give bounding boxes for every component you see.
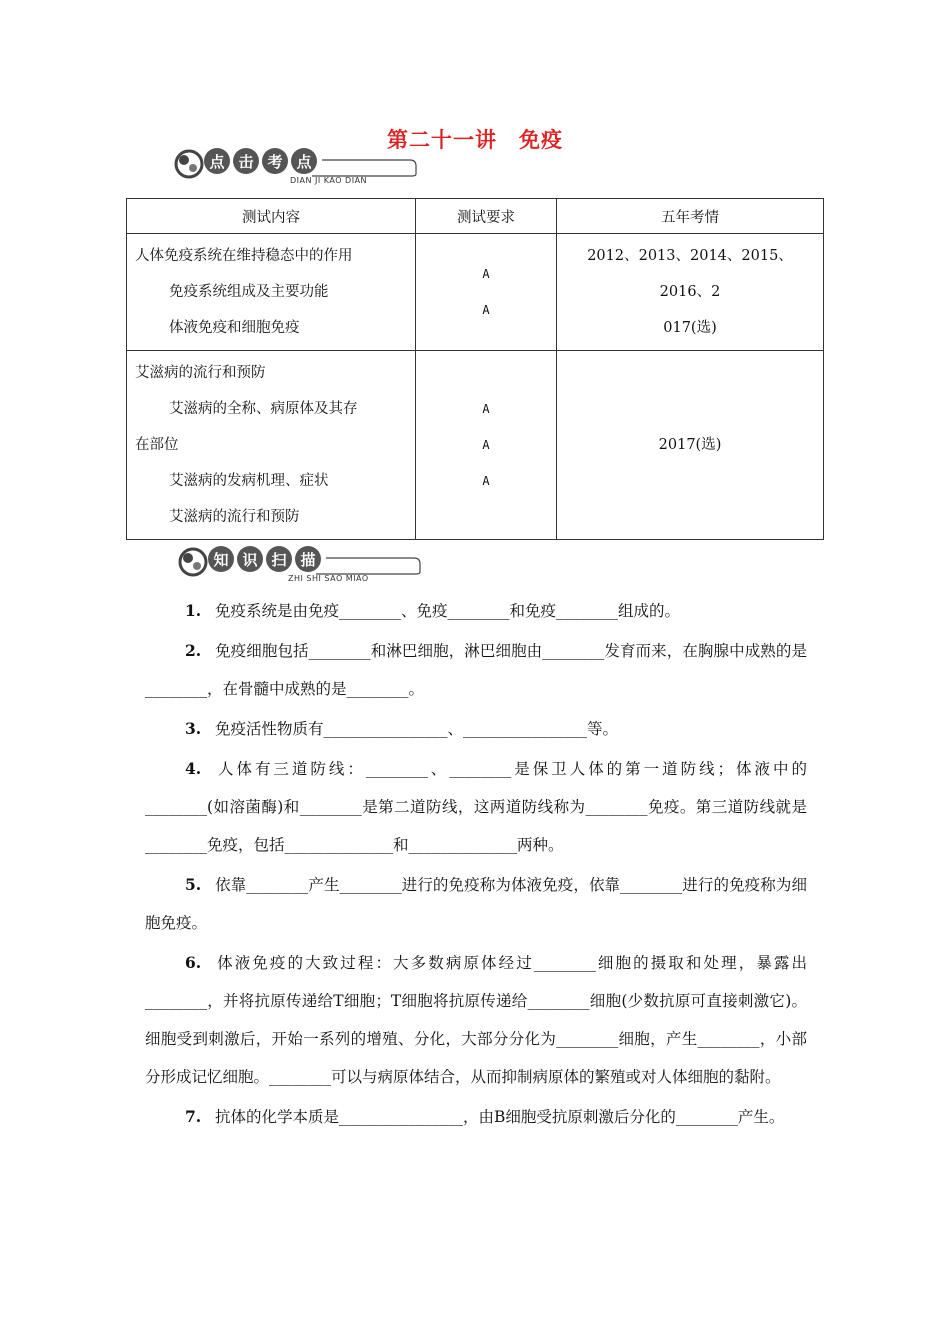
table-header: 测试要求	[416, 199, 557, 234]
question-list	[145, 592, 807, 1136]
requirement-level: A	[482, 267, 490, 281]
question-number: 1.	[185, 601, 202, 620]
table-row	[127, 351, 824, 540]
content-line: 体液免疫和细胞免疫	[169, 320, 300, 336]
years-line: 017(选)	[663, 320, 717, 336]
question-text: 依靠________产生________进行的免疫称为体液免疫，依靠________进行的免疫称为细胞免疫。	[145, 876, 807, 932]
banner-char: 扫	[266, 546, 292, 572]
list-item	[145, 710, 807, 748]
question-number: 5.	[185, 875, 202, 894]
section-banner-saomiao	[176, 544, 426, 586]
requirement-level: A	[482, 474, 490, 488]
requirement-level: A	[482, 402, 490, 416]
content-line: 艾滋病的流行和预防	[169, 509, 300, 525]
years-line: 2017(选)	[658, 437, 722, 453]
list-item	[145, 866, 807, 942]
banner-subtitle: DIAN JI KAO DIAN	[290, 176, 368, 185]
exam-requirements-table	[126, 198, 824, 540]
list-item	[145, 592, 807, 630]
question-number: 2.	[185, 641, 202, 660]
banner-char: 点	[204, 148, 230, 174]
content-line: 艾滋病的发病机理、症状	[169, 473, 329, 489]
question-number: 4.	[185, 759, 202, 778]
content-line: 免疫系统组成及主要功能	[169, 284, 329, 300]
question-text: 抗体的化学本质是________________，由B细胞受抗原刺激后分化的________产生。	[215, 1108, 785, 1126]
table-row	[127, 234, 824, 351]
banner-char: 考	[262, 148, 288, 174]
years-line: 2012、2013、2014、2015、2016、2	[587, 248, 793, 300]
question-text: 体液免疫的大致过程：大多数病原体经过________细胞的摄取和处理，暴露出________，并将抗原传递给T细胞；T细胞将抗原传递给________细胞(少数抗原可直接刺激它)。细胞受到刺激后，开始一系列的增殖、分化，大部分分化为________细胞，产生________，小部分形成记忆细胞。________可以与病原体结合，从而抑制病原体的繁殖或对人体细胞的黏附。	[145, 954, 807, 1086]
table-header: 测试内容	[127, 199, 416, 234]
banner-char: 点	[291, 148, 317, 174]
banner-char: 描	[295, 546, 321, 572]
banner-char: 识	[237, 546, 263, 572]
question-text: 免疫细胞包括________和淋巴细胞，淋巴细胞由________发育而来，在胸腺中成熟的是________，在骨髓中成熟的是________。	[145, 642, 807, 698]
question-number: 7.	[185, 1107, 202, 1126]
question-number: 3.	[185, 719, 202, 738]
requirement-level: A	[482, 303, 490, 317]
requirement-level: A	[482, 438, 490, 452]
banner-subtitle: ZHI SHI SAO MIAO	[288, 574, 369, 583]
question-text: 人体有三道防线：________、________是保卫人体的第一道防线；体液中的________(如溶菌酶)和________是第二道防线，这两道防线称为________免疫。第三道防线就是________免疫，包括______________和______________两种。	[145, 760, 807, 854]
section-banner-kaodian	[172, 146, 422, 188]
question-text: 免疫系统是由免疫________、免疫________和免疫________组成的。	[215, 602, 681, 620]
question-number: 6.	[185, 953, 202, 972]
content-line: 艾滋病的全称、病原体及其存	[169, 401, 358, 417]
list-item	[145, 944, 807, 1096]
banner-char: 知	[208, 546, 234, 572]
list-item	[145, 632, 807, 708]
page-title: 第二十一讲 免疫	[387, 127, 563, 152]
list-item	[145, 750, 807, 864]
list-item	[145, 1098, 807, 1136]
question-text: 免疫活性物质有________________、________________等。	[215, 720, 619, 738]
content-line: 在部位	[135, 437, 179, 453]
table-header: 五年考情	[557, 199, 824, 234]
content-line: 艾滋病的流行和预防	[135, 365, 266, 381]
banner-char: 击	[233, 148, 259, 174]
content-line: 人体免疫系统在维持稳态中的作用	[135, 248, 353, 264]
